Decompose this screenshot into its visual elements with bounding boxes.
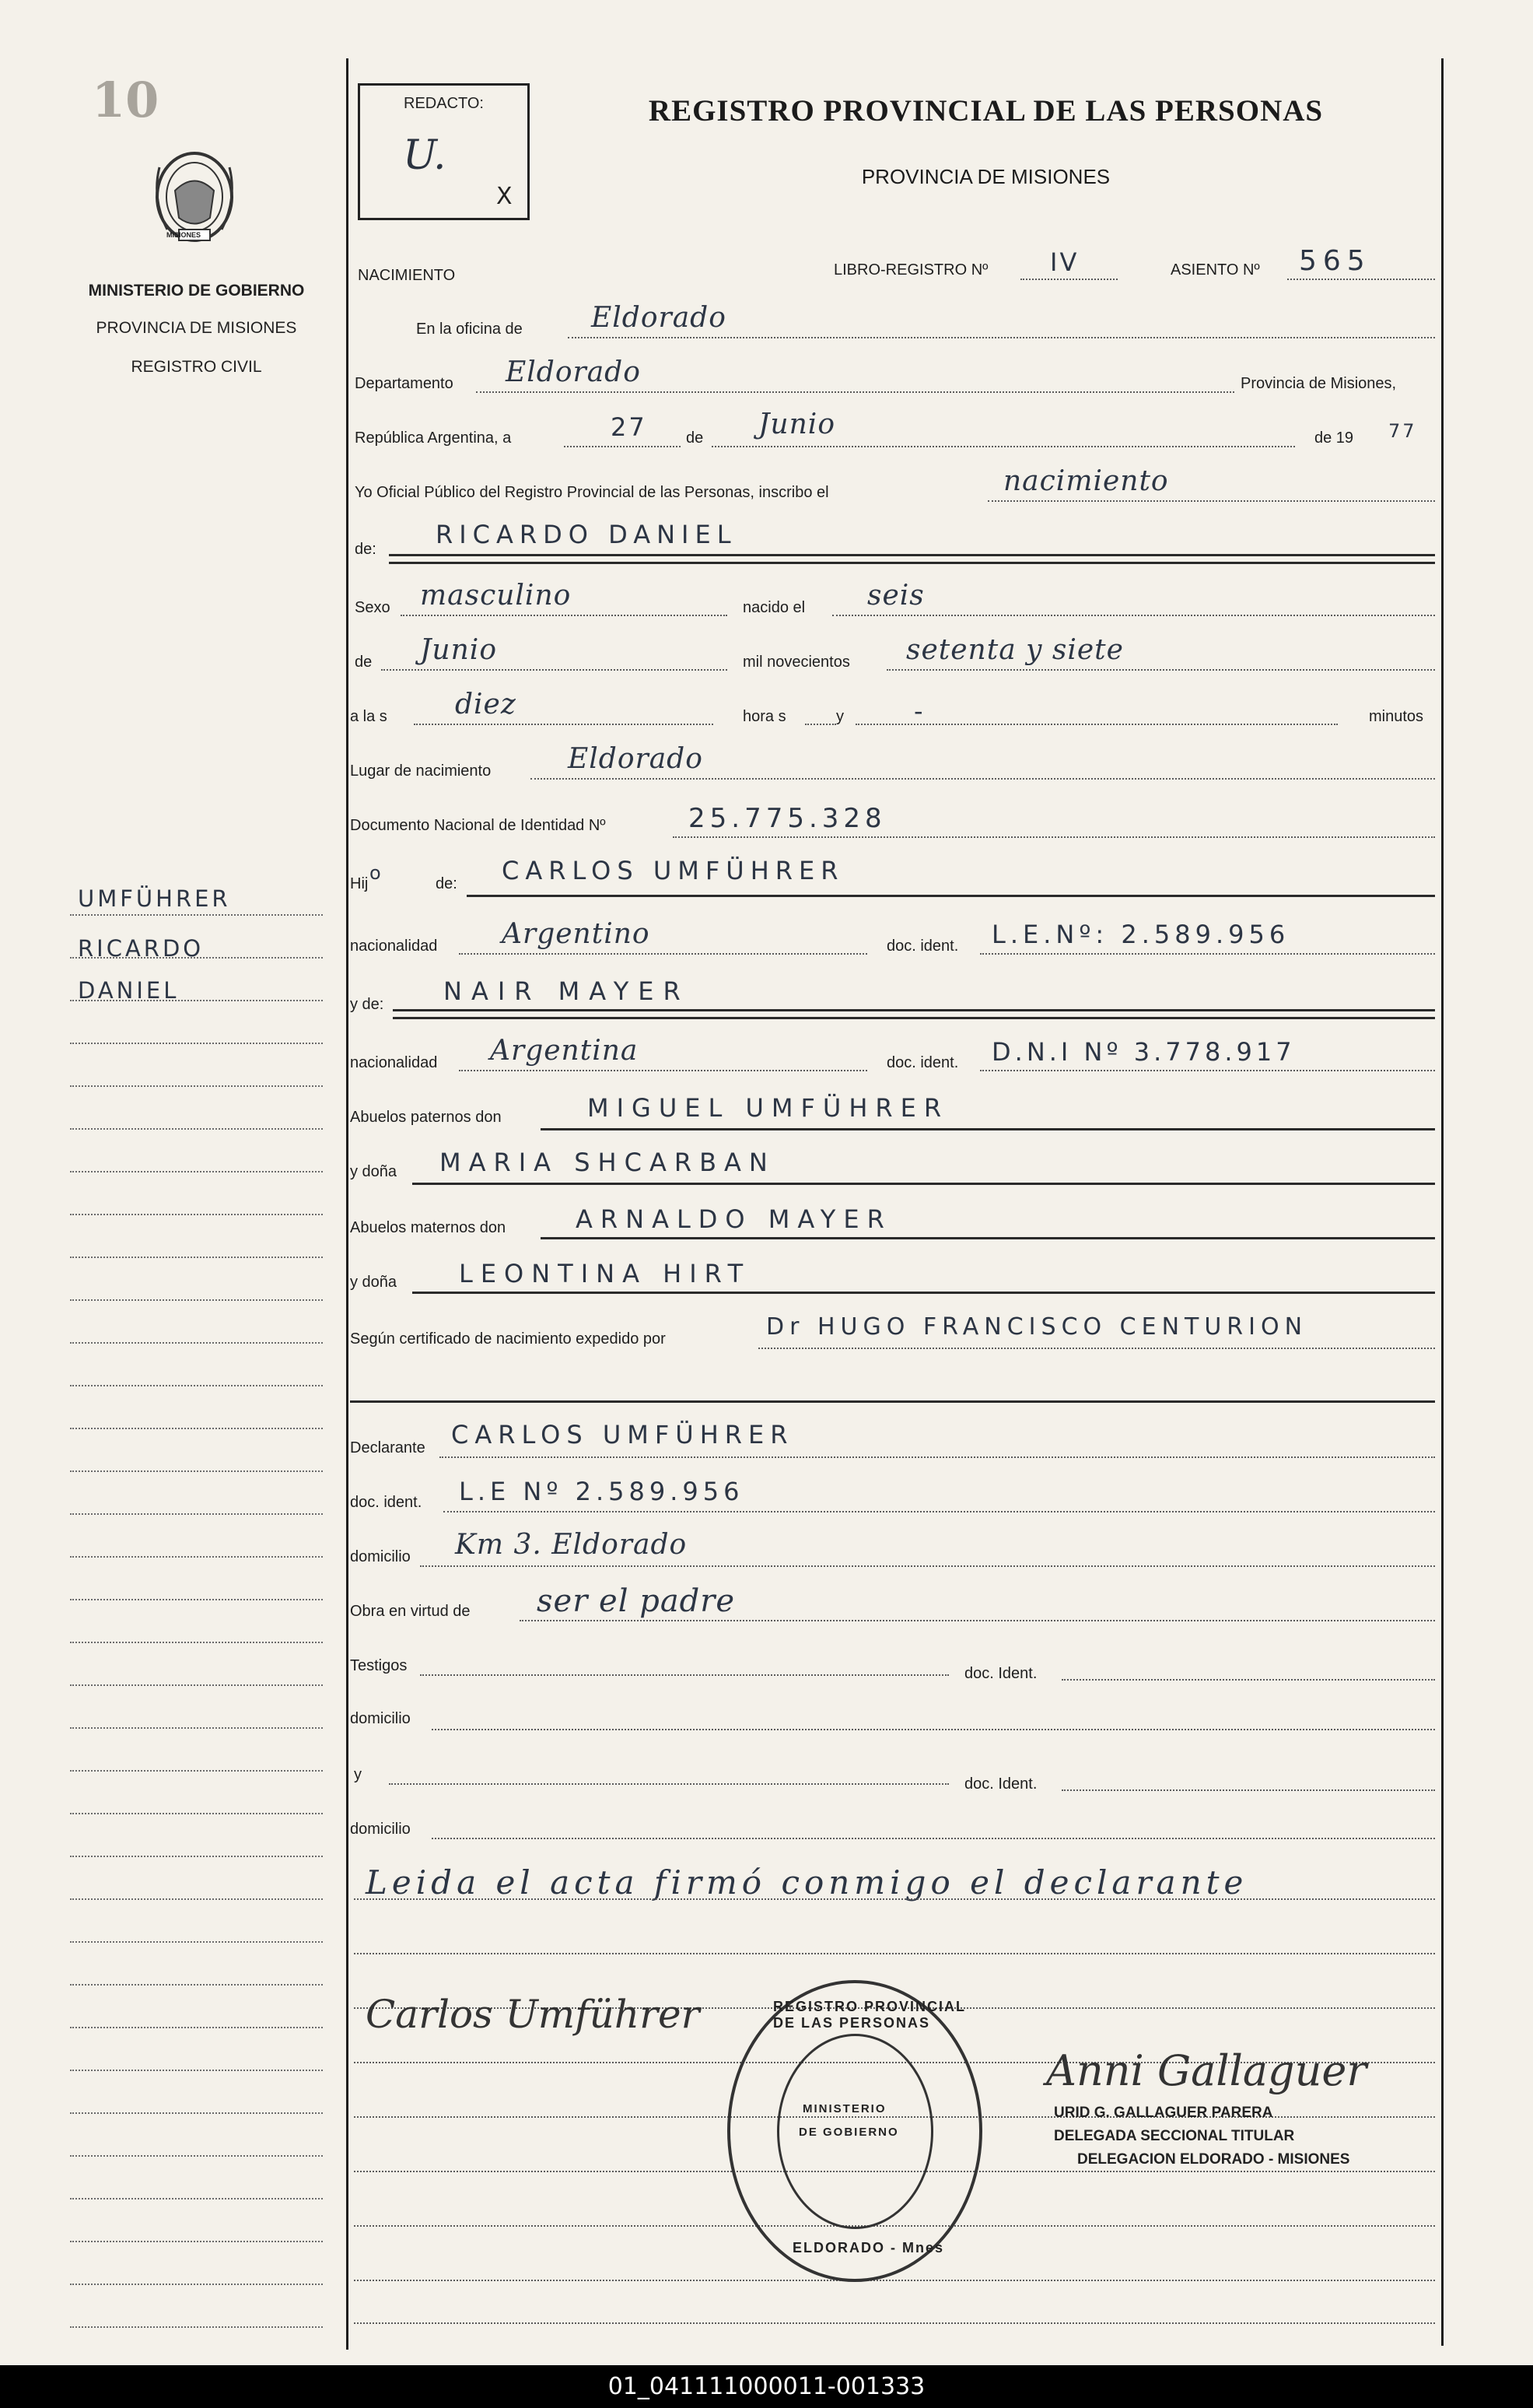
- cert-label: Según certificado de nacimiento expedido por: [350, 1330, 666, 1348]
- margin-line: [70, 2027, 323, 2028]
- margin-line: [70, 1214, 323, 1215]
- ministry-name: MINISTERIO DE GOBIERNO: [88, 282, 305, 300]
- margin-line: [70, 1128, 323, 1130]
- horas-label: hora s: [743, 708, 786, 725]
- margin-line: [70, 1043, 323, 1044]
- official-stamp: [727, 1980, 982, 2282]
- stamp-inner2: DE GOBIERNO: [799, 2126, 899, 2139]
- minutos-label: minutos: [1369, 708, 1424, 725]
- margin-name-1: UMFÜHRER: [78, 885, 231, 912]
- mes-value: Junio: [758, 408, 835, 440]
- declarante-label: Declarante: [350, 1439, 425, 1456]
- departamento-value: Eldorado: [506, 356, 641, 388]
- doc1-label: doc. ident.: [887, 938, 959, 955]
- margin-line: [70, 2070, 323, 2071]
- dona2-value: LEONTINA HIRT: [459, 1259, 751, 1288]
- alas-value: diez: [455, 689, 516, 720]
- inscribo-value: nacimiento: [1003, 465, 1169, 497]
- margin-name-2: RICARDO: [78, 935, 205, 962]
- de-label: de: [686, 429, 704, 447]
- redacto-mark: X: [496, 183, 513, 210]
- dona2-label: y doña: [350, 1274, 397, 1291]
- de-nombre-label: de:: [355, 541, 376, 558]
- page-title: REGISTRO PROVINCIAL DE LAS PERSONAS: [648, 94, 1324, 128]
- madre-value: NAIR MAYER: [443, 976, 690, 1006]
- margin-line: [70, 1342, 323, 1344]
- nac2-value: Argentina: [490, 1035, 639, 1067]
- margin-line: [70, 1642, 323, 1643]
- official-name: URID G. GALLAGUER PARERA: [1054, 2105, 1273, 2121]
- page-subtitle: PROVINCIA DE MISIONES: [861, 165, 1111, 188]
- margin-line: [70, 1813, 323, 1814]
- departamento-label: Departamento: [355, 375, 453, 392]
- margin-line: [70, 2198, 323, 2199]
- margin-line: [70, 1171, 323, 1172]
- obra-label: Obra en virtud de: [350, 1603, 471, 1620]
- oficina-label: En la oficina de: [416, 321, 523, 338]
- margin-line: [70, 1428, 323, 1429]
- domicilio-value: Km 3. Eldorado: [455, 1529, 688, 1561]
- nac1-label: nacionalidad: [350, 938, 438, 955]
- nacido-label: nacido el: [743, 599, 806, 616]
- dia-value: 27: [611, 412, 647, 442]
- official-signature: Anni Gallaguer: [1046, 2046, 1367, 2095]
- margin-line: [70, 1470, 323, 1472]
- dona1-label: y doña: [350, 1163, 397, 1180]
- margin-line: [70, 1727, 323, 1729]
- page-number: 10: [92, 72, 159, 128]
- margin-line: [70, 2326, 323, 2328]
- sexo-label: Sexo: [355, 599, 390, 616]
- margin-line: [70, 1385, 323, 1386]
- mil-value: setenta y siete: [906, 634, 1124, 666]
- margin-divider: [346, 58, 348, 2350]
- declarant-signature: Carlos Umführer: [366, 1992, 700, 2037]
- provincia-label: Provincia de Misiones,: [1241, 375, 1397, 392]
- dom1-label: domicilio: [350, 1710, 411, 1727]
- libro-value: IV: [1050, 247, 1080, 277]
- official-title: DELEGADA SECCIONAL TITULAR: [1054, 2128, 1295, 2144]
- ab-pat-label: Abuelos paternos don: [350, 1109, 502, 1126]
- dom2-label: domicilio: [350, 1821, 411, 1838]
- right-border: [1441, 58, 1444, 2346]
- lugar-value: Eldorado: [568, 743, 703, 775]
- nac1-value: Argentino: [502, 918, 650, 950]
- anio-label: de 19: [1314, 429, 1354, 447]
- margin-line: [70, 2112, 323, 2114]
- record-type: NACIMIENTO: [358, 267, 456, 284]
- margin-line: [70, 2155, 323, 2157]
- margin-line: [70, 1941, 323, 1943]
- margin-line: [70, 1257, 323, 1258]
- mil-label: mil novecientos: [743, 654, 850, 671]
- obra-value: ser el padre: [537, 1583, 736, 1619]
- redacto-label: REDACTO:: [404, 95, 484, 112]
- sexo-value: masculino: [420, 580, 572, 612]
- margin-line: [70, 1898, 323, 1900]
- mes-nac-value: Junio: [420, 634, 497, 666]
- asiento-value: 565: [1299, 245, 1371, 277]
- doc1-value: L.E.Nº: 2.589.956: [992, 920, 1290, 949]
- hijo-suffix: o: [369, 862, 383, 884]
- ministry-province: PROVINCIA DE MISIONES: [96, 319, 297, 337]
- republica-label: República Argentina, a: [355, 429, 512, 447]
- doc2-label: doc. ident.: [887, 1054, 959, 1071]
- margin-line: [70, 1770, 323, 1772]
- testigos-label: Testigos: [350, 1657, 408, 1674]
- domicilio-label: domicilio: [350, 1548, 411, 1565]
- ab-mat-value: ARNALDO MAYER: [576, 1204, 892, 1234]
- dona1-value: MARIA SHCARBAN: [439, 1148, 775, 1177]
- stamp-bottom: ELDORADO - Mnes: [793, 2240, 945, 2256]
- doc2-value: D.N.I Nº 3.778.917: [992, 1037, 1296, 1067]
- yde-label: y de:: [350, 996, 384, 1013]
- doct2-label: doc. Ident.: [964, 1775, 1038, 1793]
- dni-value: 25.775.328: [688, 803, 887, 834]
- official-office: DELEGACION ELDORADO - MISIONES: [1077, 2151, 1350, 2168]
- margin-line: [70, 1856, 323, 1857]
- libro-label: LIBRO-REGISTRO Nº: [834, 261, 989, 279]
- hijo-label: Hij: [350, 875, 369, 892]
- ministry-registry: REGISTRO CIVIL: [131, 358, 262, 376]
- minutos-value: -: [914, 696, 926, 726]
- seal-text: MISIONES: [166, 231, 201, 239]
- margin-line: [70, 1599, 323, 1600]
- margin-line: [70, 1984, 323, 1986]
- alas-label: a la s: [350, 708, 387, 725]
- doct1-label: doc. Ident.: [964, 1665, 1038, 1682]
- footer-id: 01_041111000011-001333: [0, 2365, 1533, 2408]
- lugar-label: Lugar de nacimiento: [350, 762, 492, 780]
- anio-value: 77: [1388, 420, 1417, 442]
- oficina-value: Eldorado: [591, 302, 726, 334]
- ab-pat-value: MIGUEL UMFÜHRER: [587, 1093, 950, 1123]
- asiento-label: ASIENTO Nº: [1171, 261, 1260, 279]
- margin-line: [70, 1513, 323, 1515]
- dni-label: Documento Nacional de Identidad Nº: [350, 817, 606, 834]
- docd-label: doc. ident.: [350, 1494, 422, 1511]
- leida-text: Leida el acta firmó conmigo el declarante: [366, 1863, 1248, 1902]
- stamp-ring-text: REGISTRO PROVINCIAL DE LAS PERSONAS: [773, 1999, 966, 2031]
- margin-line: [70, 914, 323, 916]
- cert-value: Dr HUGO FRANCISCO CENTURION: [766, 1313, 1308, 1341]
- margin-name-3: DANIEL: [78, 977, 180, 1004]
- de3-label: de: [355, 654, 373, 671]
- redacto-box: [358, 83, 530, 220]
- margin-line: [70, 1556, 323, 1558]
- nac2-label: nacionalidad: [350, 1054, 438, 1071]
- margin-line: [70, 1299, 323, 1301]
- redacto-value: U.: [403, 132, 446, 179]
- margin-line: [70, 2241, 323, 2242]
- margin-line: [70, 2284, 323, 2285]
- margin-line: [70, 1085, 323, 1087]
- docd-value: L.E Nº 2.589.956: [459, 1477, 744, 1506]
- y-label: y: [836, 708, 844, 725]
- oficial-text: Yo Oficial Público del Registro Provincial de las Personas, inscribo el: [355, 484, 829, 501]
- stamp-inner1: MINISTERIO: [803, 2102, 887, 2115]
- declarante-value: CARLOS UMFÜHRER: [451, 1420, 794, 1449]
- padre-value: CARLOS UMFÜHRER: [502, 856, 845, 885]
- nombre-value: RICARDO DANIEL: [436, 520, 737, 549]
- nacido-value: seis: [867, 580, 925, 612]
- y2-label: y: [354, 1766, 362, 1783]
- ab-mat-label: Abuelos maternos don: [350, 1219, 506, 1236]
- margin-line: [70, 1684, 323, 1686]
- hijo-de-label: de:: [436, 875, 457, 892]
